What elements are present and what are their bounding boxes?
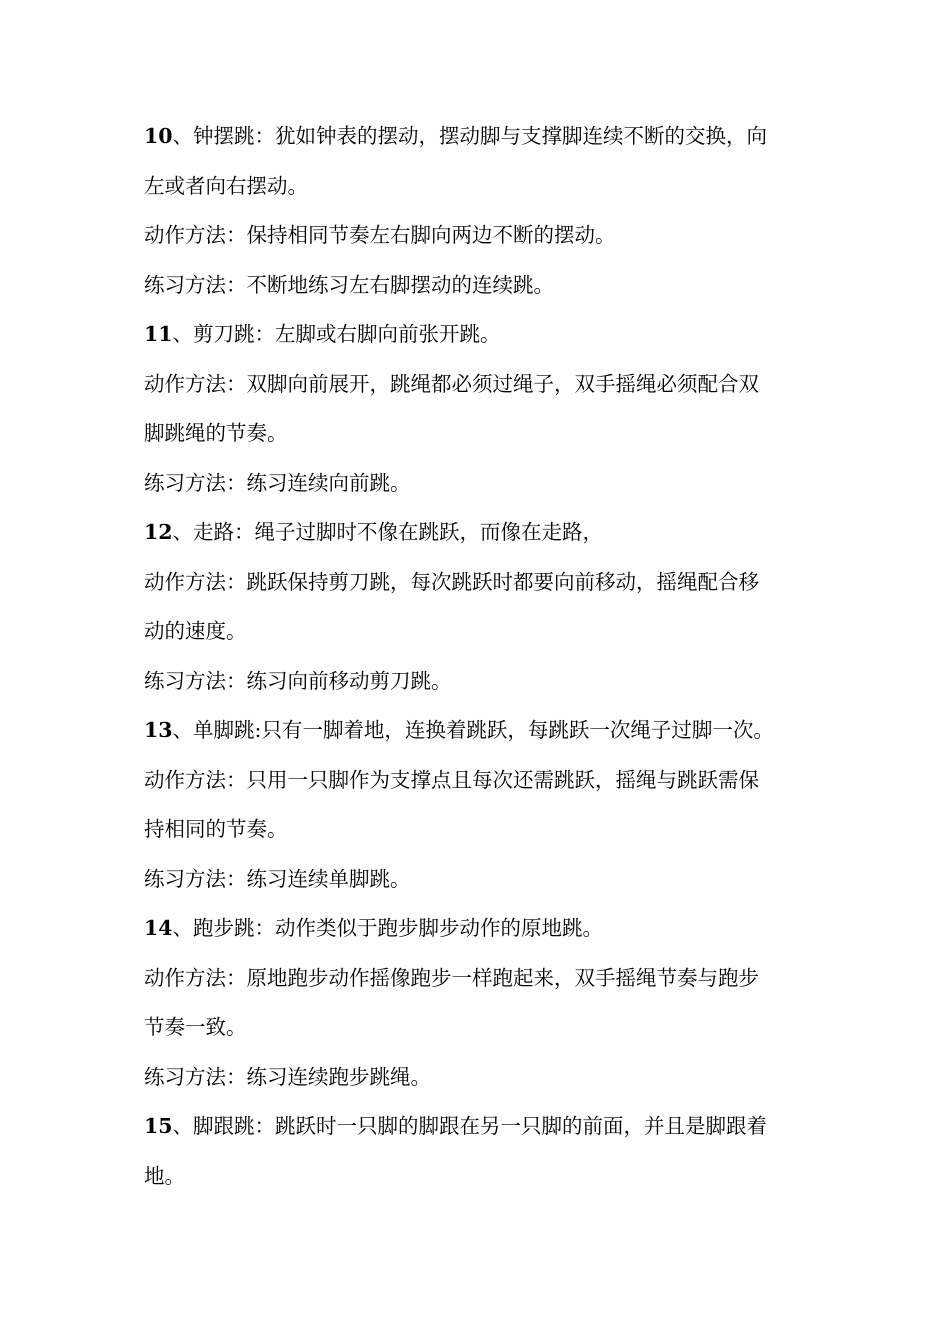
text-line [144, 855, 812, 905]
line-text: 练习方法：不断地练习左右脚摆动的连续跳。 [144, 272, 554, 297]
text-line [144, 162, 812, 212]
line-text: 动作方法：保持相同节奏左右脚向两边不断的摆动。 [144, 223, 616, 247]
line-text: 脚跳绳的节奏。 [144, 421, 288, 445]
text-line [144, 1102, 812, 1152]
line-text: 练习方法：练习连续向前跳。 [144, 470, 411, 495]
line-text: 、单脚跳:只有一脚着地，连换着跳跃，每跳跃一次绳子过脚一次。 [172, 718, 774, 742]
item-number: 10 [144, 124, 173, 148]
line-text: 、走路：绳子过脚时不像在跳跃，而像在走路， [172, 520, 604, 544]
item-number: 14 [144, 916, 173, 940]
text-line [144, 756, 812, 806]
item-number: 12 [144, 520, 173, 544]
text-line [144, 1152, 812, 1202]
line-text: 动作方法：双脚向前展开，跳绳都必须过绳子，双手摇绳必须配合双 [144, 371, 759, 396]
line-text: 持相同的节奏。 [144, 817, 288, 841]
line-text: 动作方法：只用一只脚作为支撑点且每次还需跳跃，摇绳与跳跃需保 [144, 767, 759, 792]
text-line [144, 508, 812, 558]
item-number: 13 [144, 718, 173, 742]
line-text: 练习方法：练习连续跑步跳绳。 [144, 1064, 431, 1089]
line-text: 地。 [144, 1163, 185, 1188]
line-text: 、剪刀跳：左脚或右脚向前张开跳。 [172, 322, 501, 346]
text-line [144, 211, 812, 261]
text-line [144, 112, 812, 162]
line-text: 、钟摆跳：犹如钟表的摆动，摆动脚与支撑脚连续不断的交换，向 [172, 124, 768, 148]
line-text: 、跑步跳：动作类似于跑步脚步动作的原地跳。 [172, 916, 604, 940]
line-text: 左或者向右摆动。 [144, 173, 308, 198]
text-line [144, 558, 812, 608]
text-line [144, 310, 812, 360]
text-line [144, 459, 812, 509]
text-line [144, 1053, 812, 1103]
text-line [144, 805, 812, 855]
document-page [144, 112, 812, 1201]
text-line [144, 706, 812, 756]
text-line [144, 657, 812, 707]
text-line [144, 904, 812, 954]
line-text: 练习方法：练习连续单脚跳。 [144, 866, 411, 891]
item-number: 15 [144, 1114, 173, 1138]
text-line [144, 409, 812, 459]
text-line [144, 360, 812, 410]
text-line [144, 954, 812, 1004]
text-line [144, 261, 812, 311]
item-number: 11 [144, 322, 173, 346]
line-text: 、脚跟跳：跳跃时一只脚的脚跟在另一只脚的前面，并且是脚跟着 [172, 1114, 768, 1138]
text-line [144, 607, 812, 657]
line-text: 动的速度。 [144, 619, 247, 643]
line-text: 节奏一致。 [144, 1015, 247, 1039]
line-text: 动作方法：跳跃保持剪刀跳，每次跳跃时都要向前移动，摇绳配合移 [144, 569, 759, 594]
line-text: 练习方法：练习向前移动剪刀跳。 [144, 668, 452, 693]
line-text: 动作方法：原地跑步动作摇像跑步一样跑起来，双手摇绳节奏与跑步 [144, 965, 759, 990]
text-line [144, 1003, 812, 1053]
